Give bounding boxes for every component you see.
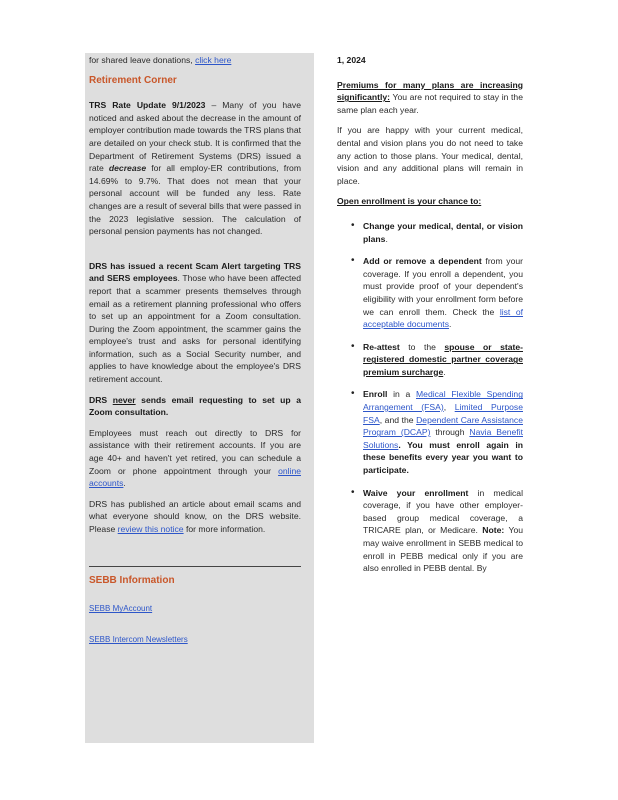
trs-rate-title: TRS Rate Update 9/1/2023	[89, 100, 206, 111]
happy-paragraph: If you are happy with your current medical, dental and vision plans you do not need to take any action to those plans. Your medical, dental, vision and any additional plans will remain in place.	[337, 125, 523, 186]
sebb-information-heading: SEBB Information	[89, 574, 175, 586]
item2-body: from your coverage. If you enroll a dependent, you must provide proof of your dependent's eligibility with your enrollment form before we can enroll them. Check the	[363, 256, 523, 317]
premiums-body: You are not required to stay in the same plan each year.	[337, 92, 523, 115]
premiums-paragraph	[337, 79, 523, 117]
never-word: never	[112, 394, 136, 405]
surcharge-link[interactable]: spouse or state-registered domestic partner coverage premium surcharge	[363, 341, 523, 377]
item4-body-1: in a	[387, 389, 416, 400]
item1-bold: Change your medical, dental, or vision plans	[363, 220, 523, 244]
sebb-intercom-link[interactable]: SEBB Intercom Newsletters	[89, 634, 188, 644]
list-item-waive	[363, 487, 523, 575]
item4-body-3: through	[430, 427, 470, 438]
review-notice-link[interactable]: review this notice	[117, 524, 184, 534]
premiums-title: Premiums for many plans are increasing significantly:	[337, 79, 523, 103]
item5-tail: You may waive enrollment in SEBB medical to enroll in PEBB medical only if you are also enrolled in PEBB dental. By	[363, 525, 524, 574]
item5-note: Note:	[482, 525, 505, 536]
medical-fsa-link[interactable]: Medical Flexible Spending Arrangement (FSA)	[363, 389, 523, 413]
item2-bold: Add or remove a dependent	[363, 256, 482, 267]
enrollment-options-list	[337, 220, 523, 575]
never-pre: DRS	[89, 394, 113, 405]
item4-bold: Enroll	[363, 389, 388, 400]
employees-body: Employees must reach out directly to DRS for assistance with their retirement accounts. If you are age 40+ and haven't yet retired, you can schedule a Zoom or phone appointment through your	[89, 427, 301, 476]
list-item-enroll-fsa: • Enroll in a Medical Flexible Spending Arrangement (FSA), Limited Purpose FSA, and the Dependent Care Assistance Program (DCAP) through Navia Benefit Solutions. You must enroll again in these benefits every year you want to participate.	[363, 388, 523, 476]
article-body: DRS has published an article about email scams and what everyone should know, on the DRS website. Please	[89, 498, 301, 534]
drs-never-paragraph	[89, 394, 301, 419]
shared-leave-text: for shared leave donations,	[89, 55, 193, 65]
open-enrollment-heading: Open enrollment is your chance to:	[337, 196, 482, 207]
click-here-link[interactable]: click here	[195, 55, 232, 65]
navia-link[interactable]: Navia Benefit Solutions	[363, 427, 523, 450]
retirement-corner-heading: Retirement Corner	[89, 74, 177, 86]
item5-bold: Waive your enrollment	[363, 487, 469, 498]
limited-purpose-fsa-link[interactable]: Limited Purpose FSA	[363, 402, 523, 425]
shared-leave-paragraph	[89, 54, 301, 67]
article-paragraph	[89, 498, 301, 536]
right-column	[337, 54, 523, 585]
article-tail: for more information.	[183, 524, 266, 534]
scam-alert-paragraph	[89, 260, 301, 386]
trs-rate-paragraph	[89, 99, 301, 238]
scam-alert-body: . Those who have been affected report that a scammer presents themselves through email as a retirement planning professional who offers to set up an appointment for a Zoom consultation. During the Zoom appointment, the scammer gains the employee's trust and asks for personal identifying information, such as a Social Security number, and applies to have knowledge about the employee's DRS retirement account.	[89, 273, 301, 385]
item4-tail: . You must enroll again in these benefits every year you want to participate.	[363, 439, 523, 476]
scam-alert-title: DRS has issued a recent Scam Alert targeting TRS and SERS employees	[89, 260, 301, 284]
list-item-reattest: • Re-attest to the spouse or state-registered domestic partner coverage premium surcharge.	[363, 341, 523, 379]
dcap-link[interactable]: Dependent Care Assistance Program (DCAP)	[363, 414, 523, 438]
never-post: sends email requesting to set up a Zoom consultation.	[89, 394, 301, 418]
item3-bold: Re-attest	[363, 341, 400, 352]
list-item-change-plans: • Change your medical, dental, or vision plans.	[363, 220, 523, 245]
date-fragment: 1, 2024	[337, 55, 366, 65]
online-accounts-link[interactable]: online accounts	[89, 465, 301, 489]
sebb-divider	[89, 566, 301, 567]
acceptable-documents-link[interactable]: list of acceptable documents	[363, 306, 524, 330]
list-item-add-dependent: • Add or remove a dependent from your coverage. If you enroll a dependent, you must provide proof of your dependent's eligibility with your enrollment form before we can enroll them. Check the list of acceptable documents.	[363, 255, 523, 331]
employees-paragraph: Employees must reach out directly to DRS for assistance with their retirement accounts. If you are age 40+ and haven't yet retired, you can schedule a Zoom or phone appointment through your online accounts.	[89, 427, 301, 489]
trs-decrease-emphasis: decrease	[108, 163, 147, 174]
item3-body: to the	[399, 341, 445, 352]
trs-body-1: – Many of you have noticed and asked about the decrease in the amount of employer contribution made towards the TRS plans that are detailed on your check stub. It is confirmed that the Department of Retirement Systems (DRS) issued a rate	[89, 100, 301, 174]
sebb-myaccount-link[interactable]: SEBB MyAccount	[89, 604, 153, 614]
left-column	[89, 54, 301, 664]
trs-body-2: for all employ-ER contributions, from 14.69% to 9.7%. That does not mean that your personal account will be funded any less. Rate changes are a result of several bills that were passed in the 2023 legislative session. The calculation of personal pension payments has not changed.	[89, 163, 301, 237]
item5-body: in medical coverage, if you have other employer-based group medical coverage, a TRICARE plan, or Medicare.	[363, 487, 523, 536]
item4-body-2: , and the	[379, 414, 417, 425]
